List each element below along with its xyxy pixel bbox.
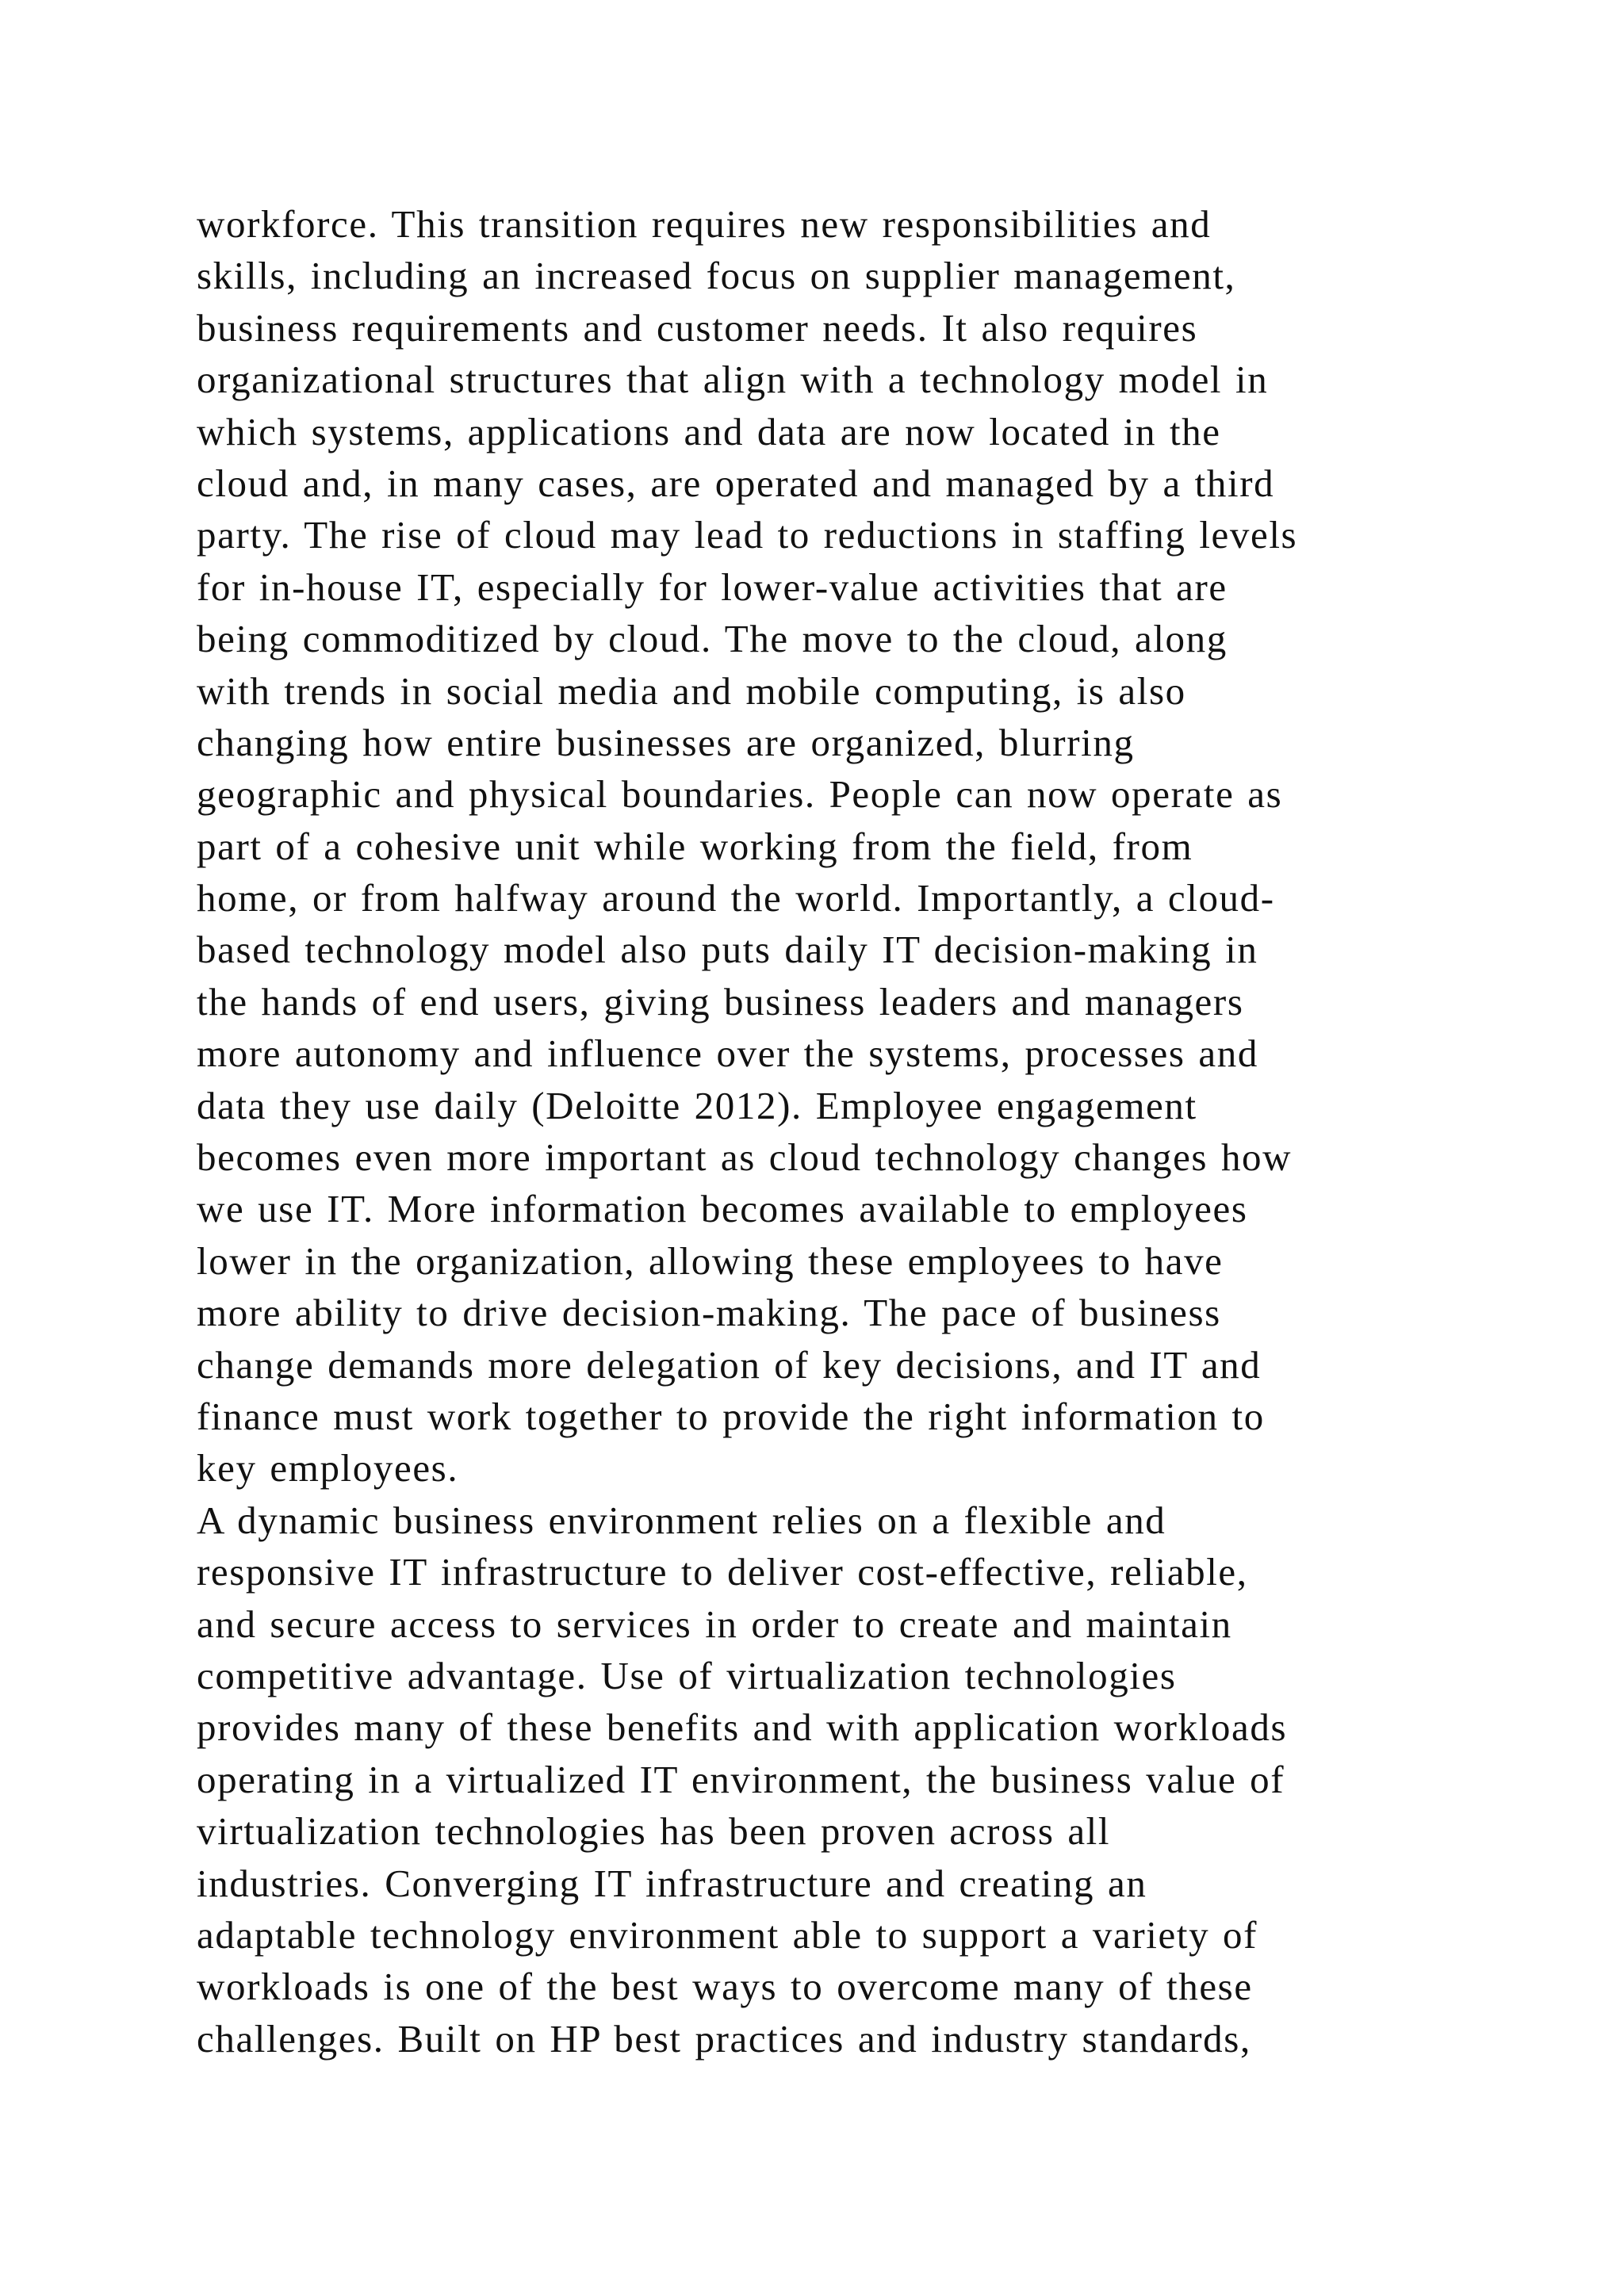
text-line: home, or from halfway around the world. Importantly, a cloud- — [197, 876, 1275, 920]
text-line: industries. Converging IT infrastructure and creating an — [197, 1861, 1147, 1905]
text-line: challenges. Built on HP best practices and industry standards, — [197, 2016, 1251, 2061]
text-line: lower in the organization, allowing these employees to have — [197, 1238, 1224, 1283]
text-line: more autonomy and influence over the systems, processes and — [197, 1031, 1258, 1076]
text-line: business requirements and customer needs. It also requires — [197, 305, 1198, 350]
text-line: skills, including an increased focus on supplier management, — [197, 254, 1236, 298]
text-line: change demands more delegation of key decisions, and IT and — [197, 1342, 1262, 1387]
text-line: geographic and physical boundaries. People can now operate as — [197, 772, 1283, 817]
text-line: we use IT. More information becomes available to employees — [197, 1187, 1248, 1231]
text-line: key employees. — [197, 1446, 459, 1490]
text-line: changing how entire businesses are organized, blurring — [197, 720, 1135, 764]
text-line: being commoditized by cloud. The move to the cloud, along — [197, 617, 1228, 661]
text-line: becomes even more important as cloud technology changes how — [197, 1135, 1293, 1180]
text-line: responsive IT infrastructure to deliver cost-effective, reliable, — [197, 1550, 1248, 1594]
text-line: provides many of these benefits and with application workloads — [197, 1705, 1288, 1750]
text-line: the hands of end users, giving business leaders and managers — [197, 979, 1244, 1024]
text-line: cloud and, in many cases, are operated and managed by a third — [197, 461, 1275, 505]
text-line: for in-house IT, especially for lower-value activities that are — [197, 564, 1228, 609]
text-line: workloads is one of the best ways to overcome many of these — [197, 1965, 1253, 2009]
body-text — [197, 198, 1529, 2064]
text-line: organizational structures that align with a technology model in — [197, 358, 1269, 402]
text-line: with trends in social media and mobile computing, is also — [197, 668, 1186, 713]
text-line: party. The rise of cloud may lead to reductions in staffing levels — [197, 513, 1298, 557]
text-line: data they use daily (Deloitte 2012). Employee engagement — [197, 1083, 1197, 1127]
text-line: adaptable technology environment able to support a variety of — [197, 1912, 1258, 1957]
text-line: which systems, applications and data are now located in the — [197, 409, 1221, 453]
text-line: finance must work together to provide the right information to — [197, 1394, 1265, 1438]
text-line: more ability to drive decision-making. The pace of business — [197, 1291, 1221, 1335]
text-line: workforce. This transition requires new responsibilities and — [197, 202, 1212, 246]
text-line: virtualization technologies has been proven across all — [197, 1809, 1111, 1854]
text-line: based technology model also puts daily IT decision-making in — [197, 928, 1258, 972]
text-line: and secure access to services in order to create and maintain — [197, 1601, 1232, 1646]
text-line: part of a cohesive unit while working from the field, from — [197, 824, 1193, 868]
text-line: competitive advantage. Use of virtualization technologies — [197, 1653, 1177, 1697]
text-line: operating in a virtualized IT environment, the business value of — [197, 1757, 1285, 1801]
text-line: A dynamic business environment relies on a flexible and — [197, 1498, 1166, 1542]
